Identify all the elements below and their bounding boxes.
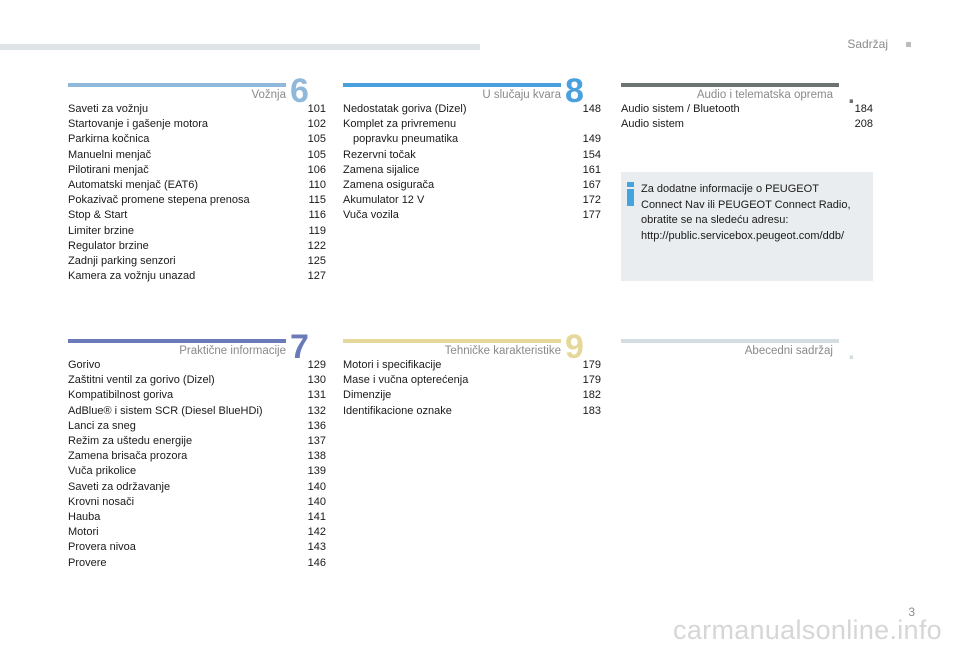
info-line: Za dodatne informacije o PEUGEOT [641, 183, 819, 195]
toc-entry[interactable] [68, 208, 326, 223]
toc-entry-page: 148 [582, 103, 601, 115]
page-number: 3 [908, 605, 915, 619]
toc-entry-label: Audio sistem [621, 118, 684, 131]
section-number: . [848, 82, 855, 109]
toc-entry-page: 122 [307, 239, 326, 252]
toc-entry[interactable] [343, 373, 601, 388]
toc-entry-label: Nedostatak goriva (Dizel) [343, 103, 467, 115]
toc-entry-page: 140 [307, 480, 326, 493]
toc-entry-page: 125 [307, 255, 326, 268]
toc-entry[interactable] [68, 193, 326, 208]
section-title: Praktične informacije [179, 345, 286, 357]
toc-entry[interactable] [343, 163, 601, 178]
toc-entry-label: Dimenzije [343, 389, 392, 402]
toc-entry[interactable] [68, 480, 326, 495]
toc-entry-page: 136 [307, 419, 326, 432]
toc-entry[interactable] [68, 510, 326, 525]
toc-entry-page: 172 [582, 194, 601, 207]
toc-entry-label: Identifikacione oznake [343, 404, 452, 417]
watermark: carmanualsonline.info [673, 615, 942, 645]
toc-entry-label: Rezervni točak [343, 148, 416, 161]
toc-entry-page: 146 [307, 556, 326, 569]
toc-entry-label: Komplet za privremenu [343, 118, 457, 131]
section-title: Abecedni sadržaj [744, 345, 833, 357]
toc-entry-page: 140 [307, 495, 326, 508]
toc-entry-label: Saveti za vožnju [68, 103, 149, 115]
toc-entry[interactable] [343, 208, 601, 223]
toc-entry-label: Automatski menjač (EAT6) [68, 179, 199, 192]
toc-entry-label: popravku pneumatika [353, 133, 459, 146]
section-number: 8 [565, 72, 584, 110]
toc-entry[interactable] [68, 540, 326, 555]
toc-entry[interactable] [343, 178, 601, 193]
toc-entry[interactable] [621, 102, 873, 117]
toc-entry-page: 105 [307, 133, 326, 146]
toc-entry-page: 182 [582, 389, 601, 402]
toc-entry[interactable] [68, 178, 326, 193]
toc-entry[interactable] [68, 404, 326, 419]
toc-entry[interactable] [68, 102, 326, 117]
section-bar [621, 83, 839, 87]
toc-entry-label: AdBlue® i sistem SCR (Diesel BlueHDi) [68, 404, 263, 417]
toc-entry-page: 129 [307, 359, 326, 371]
toc-entry-label: Audio sistem / Bluetooth [621, 103, 740, 115]
toc-entry-label: Motori [68, 526, 99, 539]
toc-entry-label: Lanci za sneg [68, 419, 136, 432]
header-square-icon [906, 42, 911, 47]
toc-entry-page: 177 [582, 209, 601, 222]
toc-entry[interactable] [343, 358, 601, 373]
toc-entry-label: Provera nivoa [68, 541, 136, 554]
toc-entry[interactable] [343, 117, 601, 132]
toc-entry[interactable] [343, 404, 601, 419]
toc-entry-page: 127 [307, 270, 326, 283]
toc-entry[interactable] [68, 148, 326, 163]
toc-entry-page: 143 [307, 541, 326, 554]
section-bar [68, 83, 286, 87]
toc-entry-label: Zamena sijalice [343, 163, 420, 176]
section-bar [68, 339, 286, 343]
toc-entry[interactable] [68, 224, 326, 239]
section-items [343, 102, 601, 224]
toc-entry-page: 138 [307, 450, 326, 463]
toc-entry-page: 167 [582, 179, 601, 192]
toc-entry-page: 149 [582, 133, 601, 146]
toc-entry[interactable] [68, 525, 326, 540]
info-text [641, 182, 869, 244]
toc-entry-label: Krovni nosači [68, 495, 135, 508]
toc-entry[interactable] [343, 193, 601, 208]
toc-entry-label: Motori i specifikacije [343, 359, 442, 371]
toc-entry-label: Saveti za održavanje [68, 480, 171, 493]
section-bar [343, 83, 561, 87]
toc-entry-page: 179 [582, 374, 601, 387]
toc-entry-label: Pilotirani menjač [68, 163, 149, 176]
toc-entry-page: 137 [307, 435, 326, 448]
info-line: obratite se na sledeću adresu: [641, 214, 789, 226]
section-items [343, 358, 601, 419]
toc-entry-page: 132 [307, 404, 326, 417]
toc-entry[interactable] [621, 117, 873, 132]
toc-entry[interactable] [68, 464, 326, 479]
toc-entry-label: Zamena osigurača [343, 179, 435, 192]
toc-entry[interactable] [68, 388, 326, 403]
section-title: U slučaju kvara [482, 89, 561, 101]
toc-entry-label: Režim za uštedu energije [68, 435, 193, 448]
toc-entry-label: Mase i vučna opterećenja [343, 374, 469, 387]
toc-entry-label: Pokazivač promene stepena prenosa [68, 194, 250, 207]
toc-entry-label: Akumulator 12 V [343, 194, 425, 207]
toc-entry[interactable] [68, 254, 326, 269]
toc-entry[interactable] [343, 148, 601, 163]
toc-entry[interactable] [343, 102, 601, 117]
toc-entry-label: Zaštitni ventil za gorivo (Dizel) [68, 374, 215, 387]
toc-entry[interactable] [68, 132, 326, 147]
section-number: 7 [290, 328, 309, 366]
toc-entry-label: Provere [68, 556, 107, 569]
toc-entry-label: Gorivo [68, 359, 101, 371]
toc-entry-label: Kompatibilnost goriva [68, 389, 174, 402]
section-bar [343, 339, 561, 343]
toc-entry-label: Manuelni menjač [68, 148, 152, 161]
toc-entry-label: Kamera za vožnju unazad [68, 270, 196, 283]
toc-entry-page: 141 [307, 511, 326, 524]
toc-entry[interactable] [68, 495, 326, 510]
toc-entry-page: 116 [308, 209, 326, 222]
toc-entry-page: 110 [308, 179, 326, 192]
toc-entry[interactable] [68, 269, 326, 284]
section-number: 6 [290, 72, 309, 110]
toc-entry-page: 183 [582, 404, 601, 417]
toc-entry-page: 184 [854, 103, 873, 115]
info-box [621, 172, 873, 281]
toc-entry-page: 105 [307, 148, 326, 161]
toc-entry-label: Parkirna kočnica [68, 133, 150, 146]
toc-entry-page: 142 [307, 526, 326, 539]
header-rule [0, 44, 480, 50]
section-title: Vožnja [251, 89, 286, 101]
toc-entry-page: 115 [308, 194, 326, 207]
toc-entry[interactable] [68, 239, 326, 254]
toc-entry-page: 106 [307, 163, 326, 176]
toc-entry-label: Vuča vozila [343, 209, 399, 222]
toc-entry[interactable] [68, 419, 326, 434]
info-line: Connect Nav ili PEUGEOT Connect Radio, [641, 198, 851, 211]
toc-entry[interactable] [68, 358, 326, 373]
toc-entry[interactable] [343, 388, 601, 403]
toc-entry-page: 130 [307, 374, 326, 387]
toc-entry-page: 161 [582, 163, 601, 176]
toc-entry-label: Startovanje i gašenje motora [68, 118, 209, 131]
section-items [68, 102, 326, 284]
toc-entry-label: Zamena brisača prozora [68, 450, 188, 463]
info-link[interactable]: http://public.servicebox.peugeot.com/ddb/ [641, 229, 845, 242]
toc-entry-label: Vuča prikolice [68, 465, 137, 478]
toc-entry-page: 154 [582, 148, 601, 161]
section-title: Audio i telematska oprema [696, 89, 833, 101]
toc-entry-page: 102 [307, 118, 326, 131]
toc-entry[interactable] [68, 434, 326, 449]
toc-entry-page: 131 [307, 389, 326, 402]
toc-entry-label: Zadnji parking senzori [68, 255, 176, 268]
section-number: 9 [565, 328, 584, 366]
section-items [621, 102, 873, 132]
section-title: Tehničke karakteristike [444, 345, 561, 357]
toc-entry-page: 208 [854, 118, 873, 131]
toc-entry[interactable] [68, 373, 326, 388]
section-bar [621, 339, 839, 343]
toc-entry-page: 101 [307, 103, 326, 115]
toc-entry[interactable] [68, 163, 326, 178]
toc-entry[interactable] [68, 556, 326, 571]
toc-entry[interactable] [68, 449, 326, 464]
toc-entry-page [577, 117, 601, 132]
toc-entry-page: 179 [582, 359, 601, 371]
toc-entry-page: 139 [307, 465, 326, 478]
info-icon [627, 182, 634, 206]
section-items [68, 358, 326, 571]
toc-entry-label: Stop & Start [68, 209, 128, 222]
toc-entry-label: Regulator brzine [68, 239, 149, 252]
section-number: . [848, 338, 855, 365]
toc-entry-page: 119 [308, 224, 326, 237]
toc-entry[interactable] [343, 132, 601, 147]
toc-entry[interactable] [68, 117, 326, 132]
toc-entry-label: Hauba [68, 511, 101, 524]
page-title: Sadržaj [847, 37, 888, 51]
toc-entry-label: Limiter brzine [68, 224, 135, 237]
